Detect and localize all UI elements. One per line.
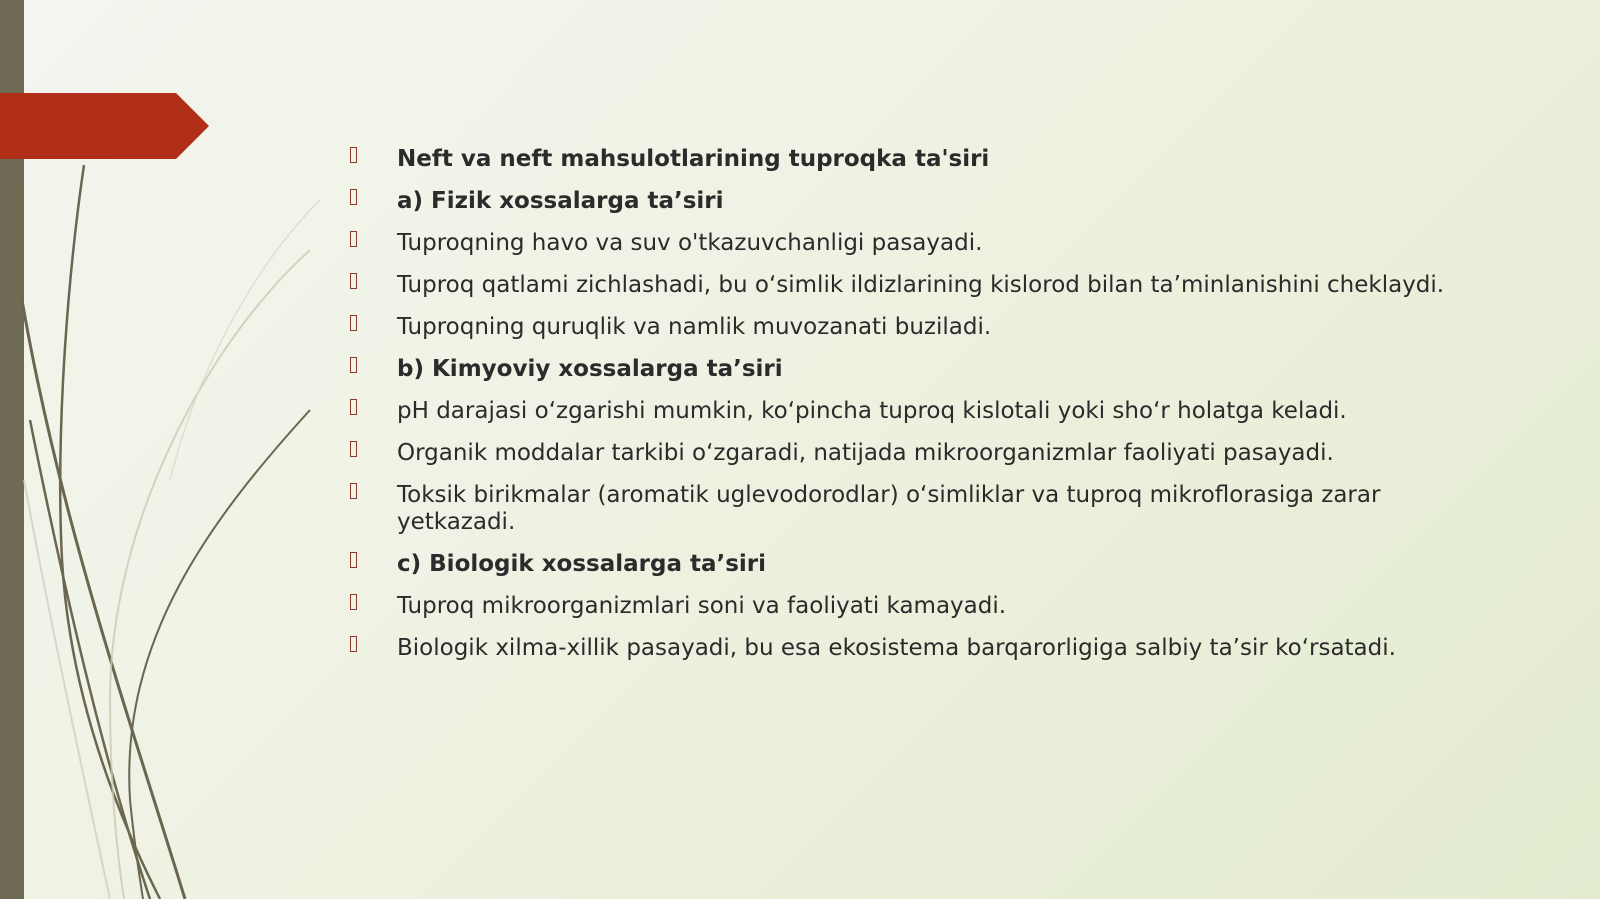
list-item-text: Neft va neft mahsulotlarining tuproqka ta'siri xyxy=(397,146,990,172)
list-item-text: Organik moddalar tarkibi o‘zgaradi, natijada mikroorganizmlar faoliyati pasayadi. xyxy=(397,440,1334,466)
bullet-icon xyxy=(350,441,357,457)
list-item xyxy=(350,398,1500,425)
bullet-icon xyxy=(350,399,357,415)
bullet-icon xyxy=(350,315,357,331)
list-item-text: pH darajasi o‘zgarishi mumkin, ko‘pincha tuproq kislotali yoki sho‘r holatga keladi. xyxy=(397,398,1347,424)
list-item-text: c) Biologik xossalarga ta’siri xyxy=(397,551,767,577)
list-item-text: a) Fizik xossalarga ta’siri xyxy=(397,188,724,214)
list-item xyxy=(350,635,1500,662)
red-arrow-shape xyxy=(0,93,209,159)
bullet-icon xyxy=(350,231,357,247)
list-item-text: Toksik birikmalar (aromatik uglevodorodlar) o‘simliklar va tuproq mikroflorasiga zarar yetkazadi. xyxy=(397,482,1381,535)
slide-content xyxy=(350,146,1500,677)
list-item xyxy=(350,188,1500,215)
bullet-icon xyxy=(350,357,357,373)
bullet-icon xyxy=(350,483,357,499)
list-item xyxy=(350,146,1500,173)
bullet-list xyxy=(350,146,1500,662)
list-item xyxy=(350,272,1500,299)
bullet-icon xyxy=(350,189,357,205)
bullet-icon xyxy=(350,552,357,568)
list-item-text: Biologik xilma-xillik pasayadi, bu esa ekosistema barqarorligiga salbiy ta’sir ko‘rsatadi. xyxy=(397,635,1396,661)
bullet-icon xyxy=(350,273,357,289)
list-item xyxy=(350,314,1500,341)
bullet-icon xyxy=(350,594,357,610)
list-item xyxy=(350,230,1500,257)
list-item xyxy=(350,551,1500,578)
list-item xyxy=(350,593,1500,620)
list-item-text: Tuproq qatlami zichlashadi, bu o‘simlik ildizlarining kislorod bilan ta’minlanishini cheklaydi. xyxy=(397,272,1445,298)
list-item-text: Tuproqning quruqlik va namlik muvozanati buziladi. xyxy=(397,314,992,340)
bullet-icon xyxy=(350,147,357,163)
list-item xyxy=(350,356,1500,383)
list-item xyxy=(350,440,1500,467)
list-item-text: Tuproq mikroorganizmlari soni va faoliyati kamayadi. xyxy=(397,593,1007,619)
list-item-text: b) Kimyoviy xossalarga ta’siri xyxy=(397,356,783,382)
bullet-icon xyxy=(350,636,357,652)
list-item xyxy=(350,482,1500,536)
list-item-text: Tuproqning havo va suv o'tkazuvchanligi pasayadi. xyxy=(397,230,983,256)
